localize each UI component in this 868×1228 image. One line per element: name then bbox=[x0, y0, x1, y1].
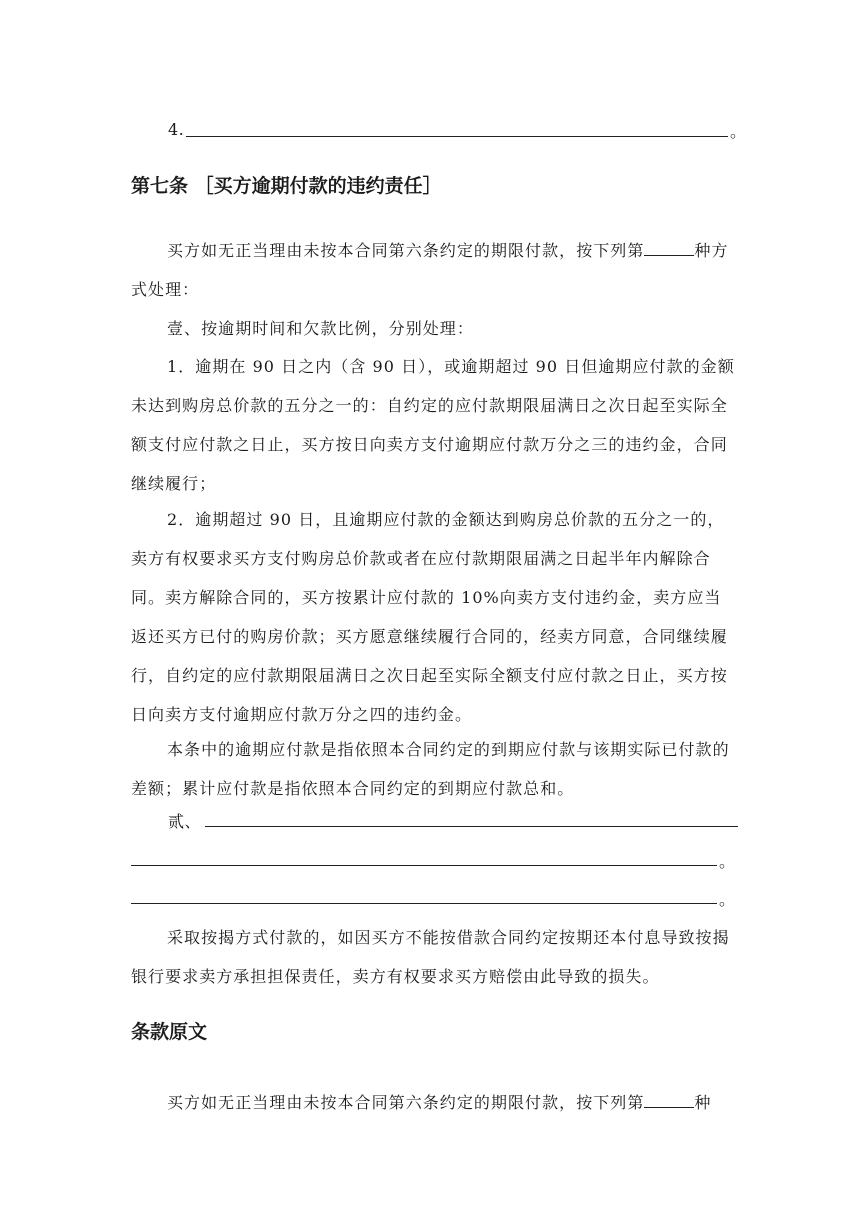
option-number-blank[interactable] bbox=[644, 241, 694, 256]
original-clause-heading: 条款原文 bbox=[131, 1021, 208, 1043]
item-4-number: 4. bbox=[168, 120, 185, 139]
item-4-end-mark: 。 bbox=[730, 122, 747, 141]
article-7-heading: 第七条 ［买方逾期付款的违约责任］ bbox=[131, 175, 442, 197]
option-2-label: 贰、 bbox=[168, 812, 202, 831]
original-intro-text: 买方如无正当理由未按本合同第六条约定的期限付款，按下列第 bbox=[167, 1093, 645, 1112]
option-2-fill-line-2[interactable] bbox=[131, 865, 717, 866]
original-intro-end: 种 bbox=[694, 1093, 712, 1112]
clause-1: 1．逾期在 90 日之内（含 90 日），或逾期超过 90 日但逾期应付款的金额未达到购房总价款的五分之一的：自约定的应付款期限届满日之次日起至实际全额支付应付款之日止，买方按日向卖方支付逾期应付款万分之三的违约金，合同继续履行； bbox=[131, 357, 735, 493]
original-option-blank[interactable] bbox=[644, 1093, 694, 1108]
intro-text-end: 种方式处理： bbox=[131, 241, 729, 299]
line-2-end-mark: 。 bbox=[719, 852, 736, 871]
mortgage-clause: 采取按揭方式付款的，如因买方不能按借款合同约定按期还本付息导致按揭银行要求卖方承担担保责任，卖方有权要求买方赔偿由此导致的损失。 bbox=[131, 928, 730, 986]
item-4-fill-line bbox=[186, 136, 728, 137]
original-intro bbox=[131, 1083, 738, 1122]
definition-paragraph: 本条中的逾期应付款是指依照本合同约定的到期应付款与该期实际已付款的差额；累计应付款是指依照本合同约定的到期应付款总和。 bbox=[131, 740, 730, 798]
option-2-fill-line-1[interactable] bbox=[205, 826, 738, 827]
intro-text: 买方如无正当理由未按本合同第六条约定的期限付款，按下列第 bbox=[167, 241, 645, 260]
option-1-title: 壹、按逾期时间和欠款比例，分别处理： bbox=[167, 319, 474, 338]
clause-2: 2．逾期超过 90 日，且逾期应付款的金额达到购房总价款的五分之一的，卖方有权要求买方支付购房总价款或者在应付款期限届满之日起半年内解除合同。卖方解除合同的，买方按累计应付款的 10%向卖方支付违约金，卖方应当返还买方已付的购房价款；买方愿意继续履行合同的，经卖方同意，合同继续履行，自约定的应付款期限届满日之次日起至实际全额支付应付款之日止，买方按日向卖方支付逾期应付款万分之四的违约金。 bbox=[131, 510, 728, 724]
line-3-end-mark: 。 bbox=[719, 890, 736, 909]
option-2-fill-line-3[interactable] bbox=[131, 903, 717, 904]
article-7-intro bbox=[131, 231, 738, 309]
